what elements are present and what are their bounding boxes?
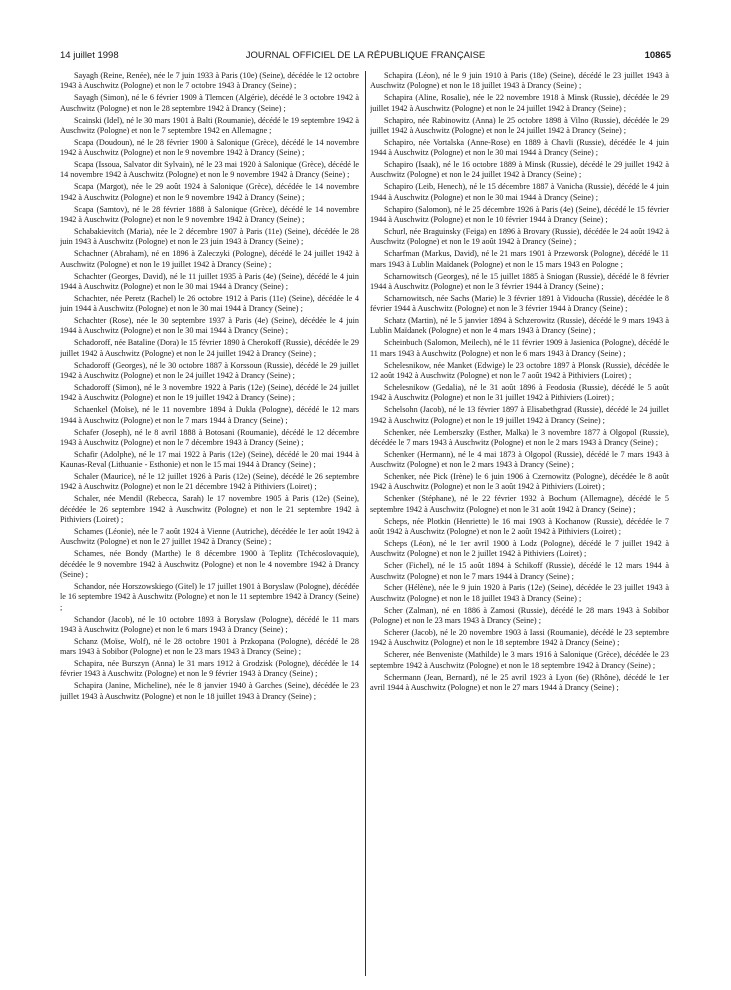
death-record-entry: Schapiro (Salomon), né le 25 décembre 1926 à Paris (4e) (Seine), décédé le 15 février 1944 à Auschwitz (Pologne) et non le 10 février 1944 à Drancy (Seine) ;: [370, 204, 669, 225]
death-record-entry: Scapa (Issoua, Salvator dit Sylvain), né le 23 mai 1920 à Salonique (Grèce), décédé le 14 novembre 1942 à Auschwitz (Pologne) et non le 9 novembre 1942 à Drancy (Seine) ;: [60, 160, 359, 180]
death-record-entry: Schachter (Georges, David), né le 11 juillet 1935 à Paris (4e) (Seine), décédé le 4 juin 1944 à Auschwitz (Pologne) et non le 30 mai 1944 à Drancy (Seine) ;: [60, 271, 359, 291]
death-record-entry: Schenker (Hermann), né le 4 mai 1873 à Olgopol (Russie), décédé le 7 mars 1943 à Auschwitz (Pologne) et non le 2 mars 1943 à Drancy (Seine) ;: [370, 449, 669, 470]
death-record-entry: Schames (Léonie), née le 7 août 1924 à Vienne (Autriche), décédée le 1er août 1942 à Auschwitz (Pologne) et non le 27 juillet 1942 à Drancy (Seine) ;: [60, 526, 359, 547]
journal-title: JOURNAL OFFICIEL DE LA RÉPUBLIQUE FRANÇAISE: [245, 50, 486, 61]
death-record-entry: Schenker, née Pick (Irène) le 6 juin 1906 à Czernowitz (Pologne), décédée le 8 août 1942 à Auschwitz (Pologne) et non le 3 août 1942 à Pithiviers (Loiret) ;: [370, 472, 669, 492]
death-record-entry: Schafir (Adolphe), né le 17 mai 1922 à Paris (12e) (Seine), décédé le 20 mai 1944 à Kaunas-Reval (Lithuanie - Esthonie) et non le 15 mai 1944 à Drancy (Seine) ;: [60, 449, 359, 470]
death-record-entry: Schapiro (Leib, Henech), né le 15 décembre 1887 à Vanicha (Russie), décédé le 4 juin 1944 à Auschwitz (Pologne) et non le 30 mai 1944 à Drancy (Seine) ;: [370, 182, 669, 202]
death-record-entry: Scheinbuch (Salomon, Meilech), né le 11 février 1909 à Jasienica (Pologne), décédé le 11 mars 1943 à Auschwitz (Pologne) et non le 6 mars 1943 à Drancy (Seine) ;: [370, 338, 669, 358]
death-record-entry: Schames, née Bondy (Marthe) le 8 décembre 1900 à Teplitz (Tchécoslovaquie), décédée le 9 novembre 1942 à Auschwitz (Pologne) et non le 4 novembre 1942 à Drancy (Seine) ;: [60, 549, 359, 579]
death-record-entry: Scher (Zalman), né en 1886 à Zamosi (Russie), décédé le 28 mars 1943 à Sobibor (Pologne) et non le 23 mars 1943 à Drancy (Seine) ;: [370, 605, 669, 626]
death-record-entry: Schadoroff (Georges), né le 30 octobre 1887 à Korssoun (Russie), décédé le 29 juillet 1942 à Auschwitz (Pologne) et non le 24 juillet 1942 à Drancy (Seine) ;: [60, 360, 359, 380]
death-record-entry: Schafer (Joseph), né le 8 avril 1888 à Botosani (Roumanie), décédé le 12 décembre 1943 à Auschwitz (Pologne) et non le 7 décembre 1943 à Drancy (Seine) ;: [60, 427, 359, 447]
death-record-entry: Schelsohn (Jacob), né le 13 février 1897 à Elisabethgrad (Russie), décédé le 24 juillet 1942 à Auschwitz (Pologne) et non le 19 juillet 1942 à Drancy (Seine) ;: [370, 405, 669, 425]
death-record-entry: Schelesnikow (Gedalia), né le 31 août 1896 à Feodosia (Russie), décédé le 5 août 1942 à Auschwitz (Pologne) et non le 31 juillet 1942 à Pithiviers (Loiret) ;: [370, 382, 669, 403]
column-divider: [365, 71, 366, 976]
death-record-entry: Scapa (Doudoun), né le 28 février 1900 à Salonique (Grèce), décédé le 14 novembre 1942 à Auschwitz (Pologne) et non le 9 novembre 1942 à Drancy (Seine) ;: [60, 137, 359, 158]
death-record-entry: Schachter (Rose), née le 30 septembre 1937 à Paris (4e) (Seine), décédée le 4 juin 1944 à Auschwitz (Pologne) et non le 30 mai 1944 à Drancy (Seine) ;: [60, 316, 359, 336]
death-record-entry: Scher (Fichel), né le 15 août 1894 à Schikoff (Russie), décédé le 12 mars 1944 à Auschwitz (Pologne) et non le 7 mars 1944 à Drancy (Seine) ;: [370, 561, 669, 581]
death-record-entry: Schaler (Maurice), né le 12 juillet 1926 à Paris (12e) (Seine), décédé le 26 septembre 1942 à Auschwitz (Pologne) et non le 21 décembre 1942 à Pithiviers (Loiret) ;: [60, 472, 359, 492]
death-record-entry: Schapira (Janine, Micheline), née le 8 janvier 1940 à Garches (Seine), décédée le 23 juillet 1943 à Auschwitz (Pologne) et non le 18 juillet 1943 à Drancy (Seine) ;: [60, 681, 359, 701]
death-record-entry: Scher (Hélène), née le 9 juin 1920 à Paris (12e) (Seine), décédée le 23 juillet 1943 à Auschwitz (Pologne) et non le 18 juillet 1943 à Drancy (Seine) ;: [370, 583, 669, 603]
page-number: 10865: [644, 50, 671, 61]
death-record-entry: Schapiro, née Vortalska (Anne-Rose) en 1889 à Chavli (Russie), décédée le 4 juin 1944 à Auschwitz (Pologne) et non le 30 mai 1944 à Drancy (Seine) ;: [370, 137, 669, 158]
issue-date: 14 juillet 1998: [60, 50, 119, 61]
death-record-entry: Schachter, née Peretz (Rachel) le 26 octobre 1912 à Paris (11e) (Seine), décédée le 4 juin 1944 à Auschwitz (Pologne) et non le 30 mai 1944 à Drancy (Seine) ;: [60, 293, 359, 314]
death-record-entry: Scherer (Jacob), né le 20 novembre 1903 à Iassi (Roumanie), décédé le 23 septembre 1942 à Auschwitz (Pologne) et non le 18 septembre 1942 à Drancy (Seine) ;: [370, 628, 669, 648]
left-column: [60, 71, 359, 976]
death-record-entry: Schaenkel (Moïse), né le 11 novembre 1894 à Dukla (Pologne), décédé le 12 mars 1944 à Auschwitz (Pologne) et non le 7 mars 1944 à Drancy (Seine) ;: [60, 405, 359, 425]
death-record-entry: Schapira (Léon), né le 9 juin 1910 à Paris (18e) (Seine), décédé le 23 juillet 1943 à Auschwitz (Pologne) et non le 18 juillet 1943 à Drancy (Seine) ;: [370, 71, 669, 91]
death-record-entry: Schandor (Jacob), né le 10 octobre 1893 à Boryslaw (Pologne), décédé le 11 mars 1943 à Auschwitz (Pologne) et non le 6 mars 1943 à Drancy (Seine) ;: [60, 614, 359, 634]
death-record-entry: Schermann (Jean, Bernard), né le 25 avril 1923 à Lyon (6e) (Rhône), décédé le 1er avril 1944 à Auschwitz (Pologne) et non le 27 mars 1944 à Drancy (Seine) ;: [370, 672, 669, 692]
death-record-entry: Scainski (Idel), né le 30 mars 1901 à Balti (Roumanie), décédé le 19 septembre 1942 à Auschwitz (Pologne) et non le 7 septembre 1942 en Allemagne ;: [60, 115, 359, 135]
death-record-entry: Scharnowitsch (Georges), né le 15 juillet 1885 à Sniogan (Russie), décédé le 8 février 1944 à Auschwitz (Pologne) et non le 3 février 1944 à Drancy (Seine) ;: [370, 271, 669, 291]
death-record-entry: Schurl, née Braguinsky (Feiga) en 1896 à Brovary (Russie), décédée le 24 août 1942 à Auschwitz (Pologne) et non le 19 août 1942 à Drancy (Seine) ;: [370, 226, 669, 247]
death-record-entry: Schaler, née Mendil (Rebecca, Sarah) le 17 novembre 1905 à Paris (12e) (Seine), décédée le 26 septembre 1942 à Auschwitz (Pologne) et non le 21 septembre 1942 à Pithiviers (Loiret) ;: [60, 494, 359, 525]
death-record-entry: Schapira, née Burszyn (Anna) le 31 mars 1912 à Grodzisk (Pologne), décédée le 14 février 1943 à Auschwitz (Pologne) et non le 9 février 1943 à Drancy (Seine) ;: [60, 659, 359, 679]
death-record-entry: Schapira (Aline, Rosalie), née le 22 novembre 1918 à Minsk (Russie), décédée le 29 juillet 1942 à Auschwitz (Pologne) et non le 24 juillet 1942 à Drancy (Seine) ;: [370, 93, 669, 113]
death-record-entry: Schadoroff (Simon), né le 3 novembre 1922 à Paris (12e) (Seine), décédé le 24 juillet 1942 à Auschwitz (Pologne) et non le 19 juillet 1942 à Drancy (Seine) ;: [60, 382, 359, 403]
death-record-entry: Scheps, née Plotkin (Henriette) le 16 mai 1903 à Kochanow (Russie), décédée le 7 août 1942 à Auschwitz (Pologne) et non le 2 août 1942 à Pithiviers (Loiret) ;: [370, 516, 669, 536]
death-record-entry: Sayagh (Simon), né le 6 février 1909 à Tlemcen (Algérie), décédé le 3 octobre 1942 à Auschwitz (Pologne) et non le 28 septembre 1942 à Drancy (Seine) ;: [60, 93, 359, 113]
page-header: [60, 49, 671, 63]
death-record-entry: Schelesnikow, née Manket (Edwige) le 23 octobre 1897 à Plonsk (Russie), décédée le 12 août 1942 à Auschwitz (Pologne) et non le 7 août 1942 à Pithiviers (Loiret) ;: [370, 360, 669, 380]
death-record-entry: Scapa (Samtov), né le 28 février 1888 à Salonique (Grèce), décédé le 14 novembre 1942 à Auschwitz (Pologne) et non le 9 novembre 1942 à Drancy (Seine) ;: [60, 204, 359, 225]
death-record-entry: Schenker (Stéphane), né le 22 février 1932 à Bochum (Allemagne), décédé le 5 septembre 1942 à Auschwitz (Pologne) et non le 31 août 1942 à Drancy (Seine) ;: [370, 494, 669, 514]
death-record-entry: Schadoroff, née Bataline (Dora) le 15 février 1890 à Cherokoff (Russie), décédée le 29 juillet 1942 à Auschwitz (Pologne) et non le 24 juillet 1942 à Drancy (Seine) ;: [60, 338, 359, 358]
death-record-entry: Schenker, née Lemberszky (Esther, Malka) le 3 novembre 1877 à Olgopol (Russie), décédée le 7 mars 1943 à Auschwitz (Pologne) et non le 2 mars 1943 à Drancy (Seine) ;: [370, 427, 669, 447]
death-record-entry: Scapa (Margot), née le 29 août 1924 à Salonique (Grèce), décédée le 14 novembre 1942 à Auschwitz (Pologne) et non le 9 novembre 1942 à Drancy (Seine) ;: [60, 182, 359, 202]
death-record-entry: Schandor, née Horszowskiego (Gitel) le 17 juillet 1901 à Boryslaw (Pologne), décédée le 16 septembre 1942 à Auschwitz (Pologne) et non le 11 septembre 1942 à Drancy (Seine) ;: [60, 581, 359, 612]
death-record-entry: Schabakievitch (Maria), née le 2 décembre 1907 à Paris (11e) (Seine), décédée le 28 juin 1943 à Auschwitz (Pologne) et non le 23 juin 1943 à Drancy (Seine) ;: [60, 226, 359, 247]
death-record-entry: Schatz (Martin), né le 5 janvier 1894 à Schzerowitz (Russie), décédé le 9 mars 1943 à Lublin Maïdanek (Pologne) et non le 4 mars 1943 à Drancy (Seine) ;: [370, 316, 669, 336]
death-record-entry: Schanz (Moïse, Wolf), né le 28 octobre 1901 à Przkopana (Pologne), décédé le 28 mars 1943 à Sobibor (Pologne) et non le 23 mars 1943 à Drancy (Seine) ;: [60, 636, 359, 657]
death-record-entry: Schachner (Abraham), né en 1896 à Zaleczyki (Pologne), décédé le 24 juillet 1942 à Auschwitz (Pologne) et non le 19 juillet 1942 à Drancy (Seine) ;: [60, 249, 359, 269]
right-column: [370, 71, 669, 976]
death-record-entry: Scheps (Léon), né le 1er avril 1900 à Lodz (Pologne), décédé le 7 juillet 1942 à Auschwitz (Pologne) et non le 2 juillet 1942 à Pithiviers (Loiret) ;: [370, 538, 669, 559]
death-record-entry: Schapiro, née Rabinowitz (Anna) le 25 octobre 1898 à Vilno (Russie), décédée le 29 juillet 1942 à Auschwitz (Pologne) et non le 24 juillet 1942 à Drancy (Seine) ;: [370, 115, 669, 135]
death-record-entry: Scharfman (Markus, David), né le 21 mars 1901 à Przeworsk (Pologne), décédé le 11 mars 1943 à Lublin Maïdanek (Pologne) et non le 15 mars 1943 en Pologne ;: [370, 249, 669, 269]
death-record-entry: Scherer, née Benveniste (Mathilde) le 3 mars 1916 à Salonique (Grèce), décédée le 23 septembre 1942 à Auschwitz (Pologne) et non le 18 septembre 1942 à Drancy (Seine) ;: [370, 650, 669, 670]
death-record-entry: Schapiro (Isaak), né le 16 octobre 1889 à Minsk (Russie), décédé le 29 juillet 1942 à Auschwitz (Pologne) et non le 24 juillet 1942 à Drancy (Seine) ;: [370, 160, 669, 180]
death-record-entry: Sayagh (Reine, Renée), née le 7 juin 1933 à Paris (10e) (Seine), décédée le 12 octobre 1943 à Auschwitz (Pologne) et non le 7 octobre 1943 à Drancy (Seine) ;: [60, 71, 359, 91]
death-record-entry: Scharnowitsch, née Sachs (Marie) le 3 février 1891 à Vidoucha (Russie), décédée le 8 février 1944 à Auschwitz (Pologne) et non le 3 février 1944 à Drancy (Seine) ;: [370, 293, 669, 314]
